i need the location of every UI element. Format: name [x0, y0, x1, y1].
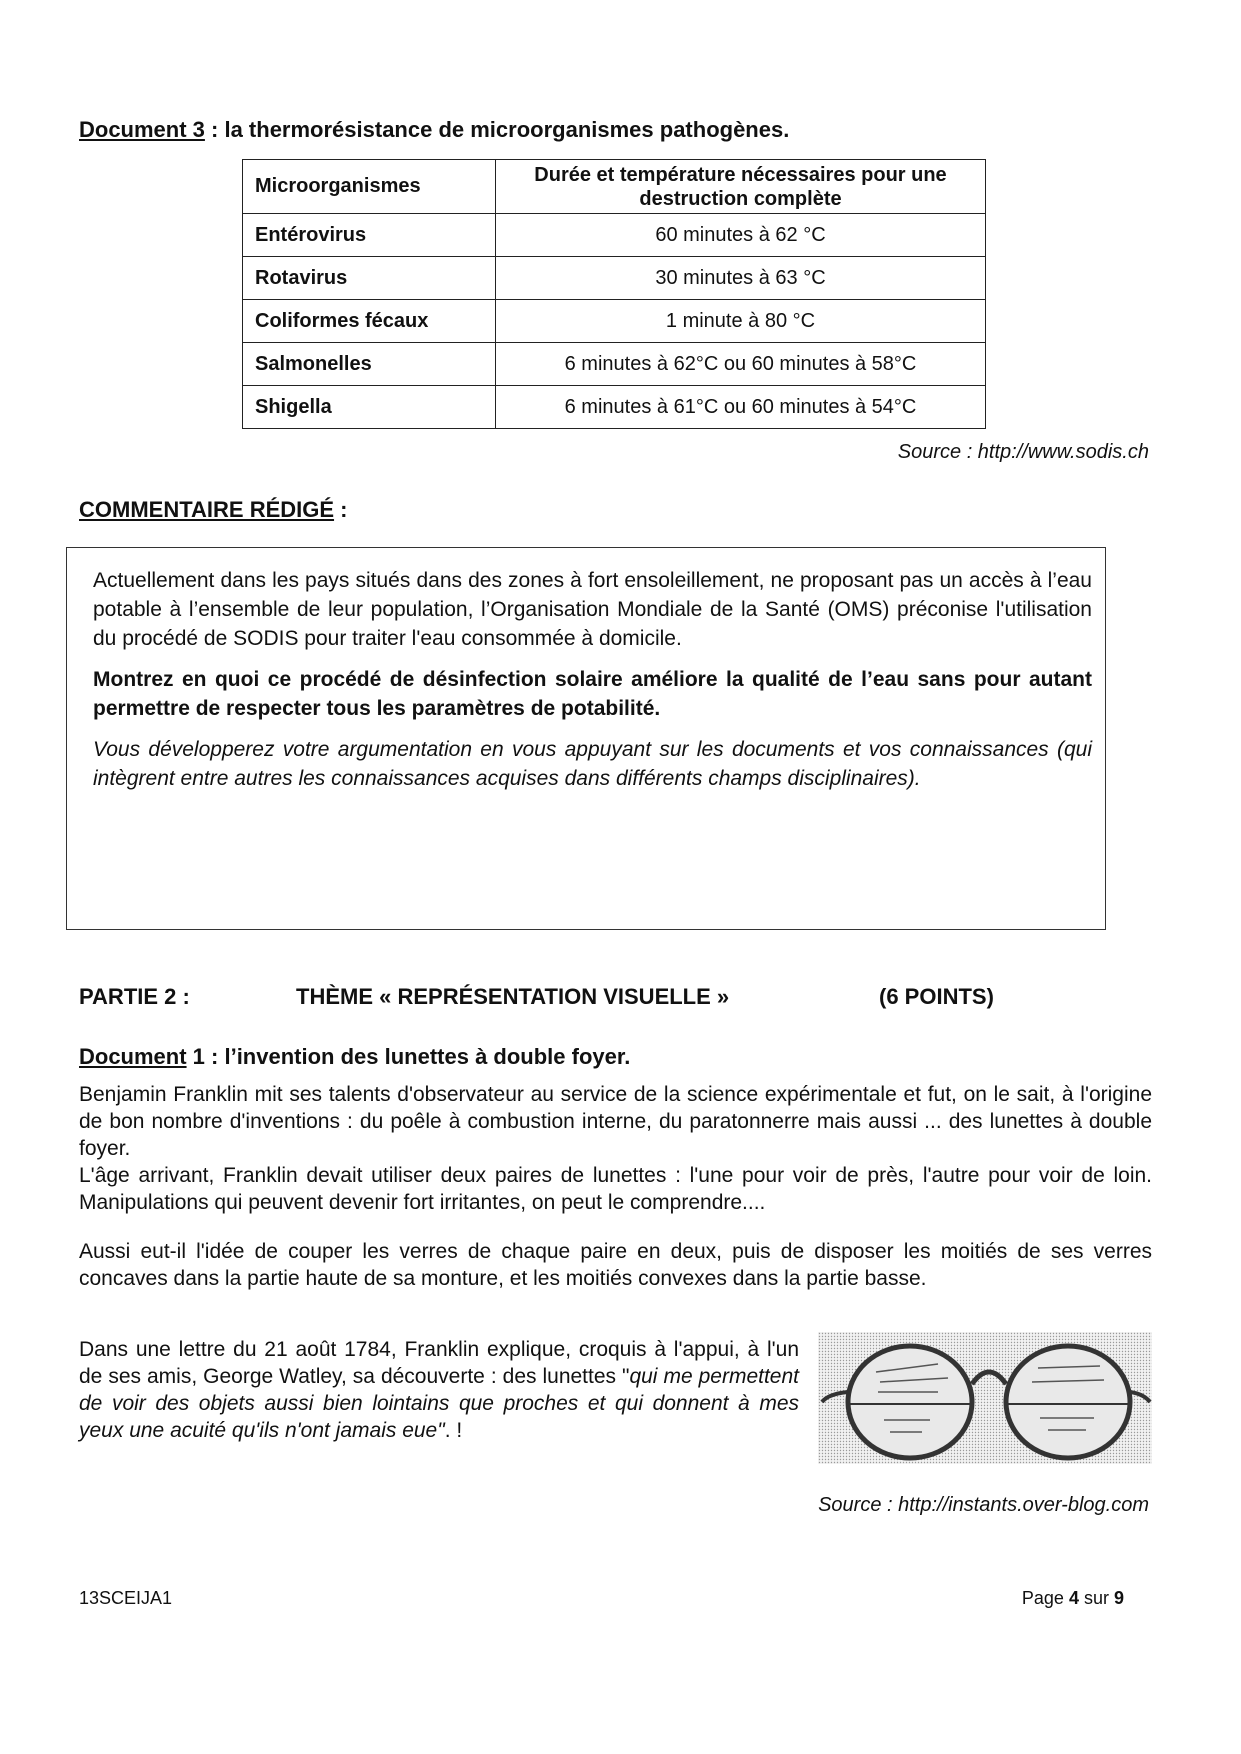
table-row [243, 214, 986, 257]
commentaire-question: Montrez en quoi ce procédé de désinfection solaire améliore la qualité de l’eau sans pour autant permettre de respecter tous les paramètres de potabilité. [93, 668, 1092, 720]
table-cell-name: Rotavirus [243, 257, 496, 300]
document1-para4 [79, 1336, 799, 1444]
footer-page-number [1022, 1588, 1124, 1609]
commentaire-title: COMMENTAIRE RÉDIGÉ [79, 497, 335, 522]
table-cell-name: Salmonelles [243, 343, 496, 386]
commentaire-heading [79, 497, 348, 523]
document1-para2: L'âge arrivant, Franklin devait utiliser deux paires de lunettes : l'une pour voir de près, l'autre pour voir de loin. Manipulations qui peuvent devenir fort irritantes, on peut le comprendre.... [79, 1164, 1152, 1214]
table-header-microorganismes: Microorganismes [243, 160, 496, 214]
bifocal-glasses-image [818, 1332, 1152, 1464]
document1-para1: Benjamin Franklin mit ses talents d'observateur au service de la science expérimentale et fut, on le sait, à l'origine de bon nombre d'inventions : du poêle à combustion interne, du paratonnerre mais aussi ... des lunettes à double foyer. [79, 1083, 1152, 1160]
document3-heading [79, 117, 789, 143]
commentaire-title-suffix: : [334, 497, 348, 522]
table-header-duree: Durée et température nécessaires pour une destruction complète [496, 160, 986, 214]
footer-code: 13SCEIJA1 [79, 1588, 173, 1608]
partie2-theme: THÈME « REPRÉSENTATION VISUELLE » [296, 984, 730, 1009]
table-cell-value: 6 minutes à 62°C ou 60 minutes à 58°C [496, 343, 986, 386]
para4-start: Dans une lettre du 21 août 1784, Franklin explique, croquis à l'appui, à l'un de ses amis, George Watley, sa découverte : des lunettes " [79, 1338, 799, 1388]
thermoresistance-table [242, 159, 986, 429]
document1-number: 1 [186, 1044, 205, 1069]
document1-source: Source : http://instants.over-blog.com [818, 1494, 1149, 1516]
table-cell-name: Coliformes fécaux [243, 300, 496, 343]
table-cell-value: 30 minutes à 63 °C [496, 257, 986, 300]
table-header-row [243, 160, 986, 214]
table-cell-value: 60 minutes à 62 °C [496, 214, 986, 257]
document1-heading [79, 1044, 630, 1070]
page-prefix: Page [1021, 1588, 1069, 1608]
commentaire-box [66, 547, 1106, 930]
commentaire-instruction: Vous développerez votre argumentation en vous appuyant sur les documents et vos connaissances (qui intègrent entre autres les connaissances acquises dans différents champs disciplinaires). [93, 738, 1092, 790]
table-row [243, 257, 986, 300]
commentaire-intro: Actuellement dans les pays situés dans des zones à fort ensoleillement, ne proposant pas un accès à l’eau potable à l’ensemble de leur population, l’Organisation Mondiale de la Santé (OMS) préconise l'utilisation du procédé de SODIS pour traiter l'eau consommée à domicile. [93, 569, 1092, 650]
page-total: 9 [1113, 1588, 1124, 1608]
partie2-label: PARTIE 2 : [79, 984, 190, 1009]
table-row [243, 343, 986, 386]
page-mid: sur [1078, 1588, 1114, 1608]
table-row [243, 386, 986, 429]
document1-para3: Aussi eut-il l'idée de couper les verres de chaque paire en deux, puis de disposer les moitiés de ses verres concaves dans la partie haute de sa monture, et les moitiés convexes dans la partie basse. [79, 1240, 1152, 1290]
partie2-points: (6 POINTS) [879, 984, 994, 1009]
document1-title: : l’invention des lunettes à double foyer. [204, 1044, 631, 1069]
glasses-icon [818, 1332, 1152, 1464]
table-cell-name: Entérovirus [243, 214, 496, 257]
table-cell-name: Shigella [243, 386, 496, 429]
para4-quote: qui me permettent de voir des objets aussi bien lointains que proches et qui donnent à mes yeux une acuité qu'ils n'ont jamais eue" [79, 1365, 799, 1442]
document3-title: : la thermorésistance de microorganismes pathogènes. [204, 117, 790, 142]
document3-label: Document 3 [79, 117, 205, 142]
page-current: 4 [1068, 1588, 1079, 1608]
para4-end: . ! [444, 1419, 463, 1442]
table-cell-value: 1 minute à 80 °C [496, 300, 986, 343]
table-cell-value: 6 minutes à 61°C ou 60 minutes à 54°C [496, 386, 986, 429]
document3-source: Source : http://www.sodis.ch [897, 441, 1149, 463]
document1-label: Document [79, 1044, 187, 1069]
table-row [243, 300, 986, 343]
